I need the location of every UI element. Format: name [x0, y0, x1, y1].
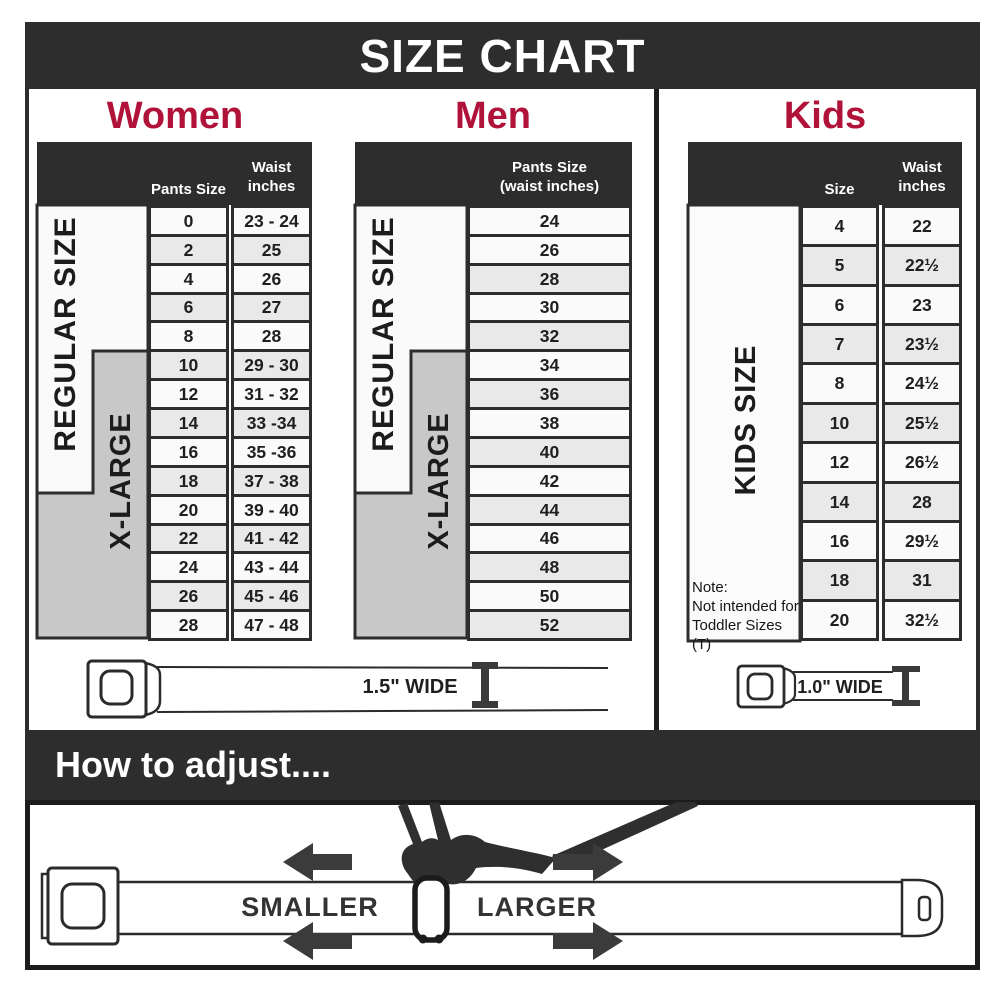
women-regular-size-label: REGULAR SIZE — [49, 216, 82, 452]
kids-waist-header — [882, 158, 962, 196]
women-pants-size-cell: 24 — [148, 551, 229, 583]
women-waist-cell: 28 — [231, 320, 312, 352]
women-pants-size-cell: 2 — [148, 234, 229, 266]
women-waist-cell: 39 - 40 — [231, 494, 312, 526]
women-waist-cell: 33 -34 — [231, 407, 312, 439]
women-pants-size-cell: 10 — [148, 349, 229, 381]
kids-waist-cell: 29½ — [882, 520, 962, 562]
men-pants-size-cell: 32 — [467, 320, 632, 352]
how-to-adjust-bar — [25, 730, 980, 800]
women-waist-cell: 26 — [231, 263, 312, 295]
women-waist-cell: 23 - 24 — [231, 205, 312, 237]
men-pants-size-cell: 36 — [467, 378, 632, 410]
women-pants-size-cell: 8 — [148, 320, 229, 352]
men-header-line2: (waist inches) — [499, 178, 600, 195]
men-pants-size-header — [467, 158, 632, 196]
kids-waist-cell: 26½ — [882, 441, 962, 484]
kids-note-line2: Not intended for — [692, 598, 799, 615]
kids-waist-header-line1: Waist — [902, 159, 942, 176]
men-pants-size-cell: 34 — [467, 349, 632, 381]
kids-note — [692, 578, 800, 654]
women-pants-size-cell: 20 — [148, 494, 229, 526]
kids-belt-width-label: 1.0" WIDE — [797, 677, 883, 697]
men-pants-size-cell: 28 — [467, 263, 632, 295]
kids-waist-cell: 31 — [882, 559, 962, 602]
kids-waist-cell: 28 — [882, 481, 962, 523]
women-waist-cell: 35 -36 — [231, 436, 312, 468]
kids-size-cell: 7 — [800, 323, 879, 365]
kids-size-cell: 5 — [800, 244, 879, 287]
how-to-adjust-heading: How to adjust.... — [55, 744, 331, 785]
men-pants-size-cell: 30 — [467, 292, 632, 323]
women-waist-header-line1: Waist — [251, 159, 292, 176]
women-waist-cell: 47 - 48 — [231, 609, 312, 641]
kids-size-cell: 14 — [800, 481, 879, 523]
men-xlarge-label: X-LARGE — [422, 412, 455, 550]
women-pants-size-cell: 26 — [148, 580, 229, 612]
kids-size-cell: 18 — [800, 559, 879, 602]
men-pants-size-cell: 40 — [467, 436, 632, 468]
kids-waist-cell: 25½ — [882, 402, 962, 444]
women-waist-cell: 37 - 38 — [231, 465, 312, 497]
page-title: SIZE CHART — [359, 29, 646, 82]
men-pants-size-cell: 24 — [467, 205, 632, 237]
kids-waist-cell: 23 — [882, 284, 962, 326]
men-pants-size-cell: 38 — [467, 407, 632, 439]
kids-waist-cell: 24½ — [882, 362, 962, 405]
women-waist-header — [231, 158, 312, 196]
kids-waist-cell: 22 — [882, 205, 962, 247]
men-pants-size-cell: 52 — [467, 609, 632, 641]
title-bar — [25, 22, 980, 89]
hand-adjust-icon — [398, 802, 556, 889]
arrow-left-icon — [283, 843, 352, 881]
women-pants-size-cell: 12 — [148, 378, 229, 410]
kids-waist-cell: 22½ — [882, 244, 962, 287]
adjust-belt-illustration — [30, 802, 975, 968]
adult-belt-illustration — [85, 655, 615, 725]
kids-size-cell: 20 — [800, 599, 879, 641]
women-pants-size-cell: 18 — [148, 465, 229, 497]
width-marker-icon — [892, 666, 920, 706]
kids-size-header: Size — [824, 181, 855, 198]
kids-waist-cell: 23½ — [882, 323, 962, 365]
women-pants-size-cell: 4 — [148, 263, 229, 295]
kids-size-cell: 8 — [800, 362, 879, 405]
women-pants-size-cell: 14 — [148, 407, 229, 439]
women-pants-size-header: Pants Size — [150, 181, 227, 198]
women-waist-cell: 27 — [231, 292, 312, 323]
kids-size-cell: 16 — [800, 520, 879, 562]
women-heading: Women — [106, 95, 244, 137]
kids-size-cell: 4 — [800, 205, 879, 247]
smaller-label: SMALLER — [241, 892, 379, 922]
women-waist-cell: 41 - 42 — [231, 523, 312, 554]
men-pants-size-cell: 42 — [467, 465, 632, 497]
women-pants-size-cell: 22 — [148, 523, 229, 554]
kids-heading: Kids — [783, 95, 867, 137]
kids-waist-cell: 32½ — [882, 599, 962, 641]
men-header-line1: Pants Size — [511, 159, 588, 176]
kids-panel-divider — [654, 89, 659, 730]
men-pants-size-cell: 48 — [467, 551, 632, 583]
women-pants-size-cell: 28 — [148, 609, 229, 641]
kids-size-label: KIDS SIZE — [729, 344, 762, 496]
women-waist-cell: 29 - 30 — [231, 349, 312, 381]
men-pants-size-cell: 50 — [467, 580, 632, 612]
women-waist-header-line2: inches — [247, 178, 296, 195]
men-heading: Men — [455, 95, 531, 137]
kids-size-cell: 6 — [800, 284, 879, 326]
kids-note-line1: Note: — [692, 579, 728, 596]
men-pants-size-cell: 46 — [467, 523, 632, 554]
men-pants-size-cell: 26 — [467, 234, 632, 266]
adult-belt-width-label: 1.5" WIDE — [362, 676, 458, 698]
women-xlarge-label: X-LARGE — [104, 412, 137, 550]
women-waist-cell: 25 — [231, 234, 312, 266]
larger-label: LARGER — [477, 892, 597, 922]
women-waist-cell: 43 - 44 — [231, 551, 312, 583]
men-pants-size-cell: 44 — [467, 494, 632, 526]
kids-waist-header-line2: inches — [898, 178, 946, 195]
women-waist-cell: 45 - 46 — [231, 580, 312, 612]
kids-note-line3: Toddler Sizes (T) — [692, 617, 783, 653]
women-pants-size-cell: 6 — [148, 292, 229, 323]
kids-size-cell: 12 — [800, 441, 879, 484]
women-waist-cell: 31 - 32 — [231, 378, 312, 410]
men-regular-size-label: REGULAR SIZE — [367, 216, 400, 452]
women-pants-size-cell: 16 — [148, 436, 229, 468]
belt-adjuster — [415, 878, 447, 940]
kids-size-cell: 10 — [800, 402, 879, 444]
women-pants-size-cell: 0 — [148, 205, 229, 237]
